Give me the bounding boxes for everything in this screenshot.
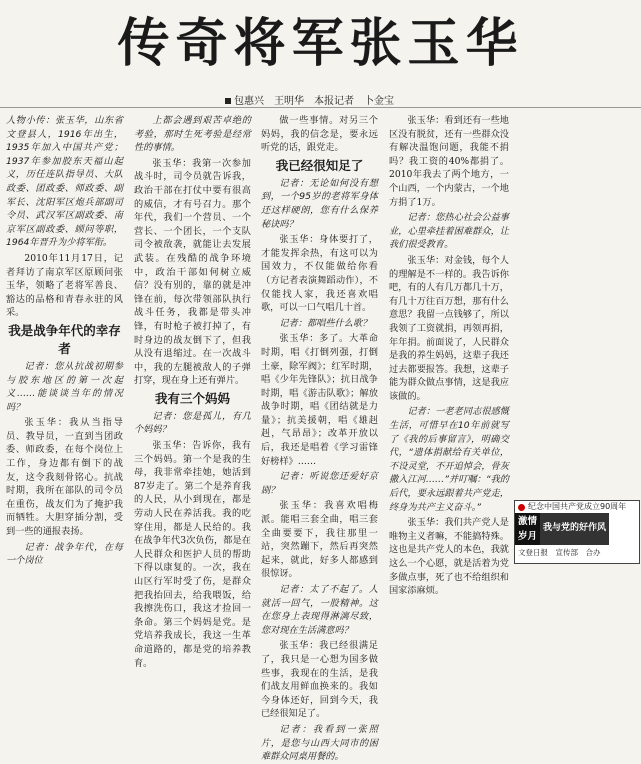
interview-question: 记者：一老老同志很感慨生活，可惜早在10年前就写了《我的后事留言》，明确交代，“遗体捐献给有关单位，不设灵堂，不开追悼会，骨灰撒入江河……”并叮嘱：“我的后代，要永远跟着共产党走，终身为共产主义奋斗。” [389,406,509,513]
banner-top [515,501,639,513]
interview-question: 记者：您从抗战初期参与胶东地区的第一次起义……能谈谈当年的情况吗？ [6,360,123,413]
interview-answer: 张玉华：告诉你，我有三个妈妈。第一个是我的生母，我非常牵挂她，她活到87岁走了。第二个是养育我的人民，从小到现在，都是劳动人民在养活我。我的吃穿住用，都是人民给的。我在战争年代3次负伤，都是在人民群众和医护人员的帮助下得以康复的。一次，我在山区行军时受了伤，是群众把我抬回去，给我喂饭，给我擦洗伤口，我这才捡回一条命。第三个妈妈是党。是党培养我成长，我这一生革命道路的，都是党的培养教育。 [134,440,251,669]
byline-authors: 包惠兴 王明华 本报记者 卜金宝 [234,96,394,107]
interview-answer: 张玉华：我已经很满足了，我只是一心想为国多做些事，我现在的生活，是我们战友用鲜血换来的。我如今身体还好，回到今天，我已经很知足了。 [261,640,378,720]
interview-answer: 张玉华：我第一次参加战斗时，司令员就告诉我，政治干部在打仗中要有很高的威信，才有号召力。那个年代，我们一个营员、一个营长、一个团长，一个支队司令被敌袭，就能让去发展武装。在残酷的战争环境中，政治干部如何树立威信？没有别的，靠的就是冲锋在前，每次带领部队执行战斗任务，我都是带头冲锋，有时枪子被打掉了，有时身边的战友倒下了，但我从没有退缩过。在一次战斗中，我的左腿被敌人的子弹打穿，现在身上还有弹片。 [134,157,251,387]
interview-question: 记者：您是孤儿，有几个妈妈？ [134,410,251,436]
interview-answer: 张玉华：我从当指导员、教导员，一直到当团政委、师政委，在每个岗位上工作，身边都有倒下的战友，这令我刻骨铭心。抗战时期，我所在部队的司令员在重伤，战友们为了掩护我而牺牲。大胆穿插分割，受到一些的通报表扬。 [6,417,123,538]
interview-question: 记者：都唱些什么歌？ [279,317,372,329]
interview-answer: 张玉华：对金钱，每个人的理解是不一样的。我告诉你吧，有的人有几万都几十万，有几十万往百万想，那有什么意思？我留一点钱够了，所以我领了工资就捐，再领再捐，年年捐。前面说了，人民群众是我的养生妈妈，这辈子我还过去都要报答。我想，这辈子能为群众做点事情，这是我应该做的。 [389,254,509,402]
interview-question: 上都会遇到艰苦卓绝的考验，那时生死考验是经常性的事情。 [134,115,251,154]
bio-intro: 人物小传：张玉华，山东省文登县人，1916年出生，1935年加入中国共产党；1937年参加胶东天福山起义，历任连队指导员、大队政委、团政委、师政委、副军长、沈阳军区炮兵部副司令员、武汉军区副政委、南京军区副政委、顾问等职，1964年晋升为少将军衔。 [6,115,123,249]
banner-middle [515,513,639,545]
banner-top-text: 纪念中国共产党成立90周年 [528,502,627,511]
article-column-5 [516,114,636,494]
interview-answer: 张玉华：看到还有一些地区没有脱贫，还有一些群众没有解决温饱问题，我能不捐吗？我工资的40%都捐了。2010年我去了两个地方，一个山西，一个内蒙古，一个地方捐了1万。 [389,115,509,208]
section-heading: 我已经很知足了 [275,157,364,173]
article-column-4 [389,114,509,597]
banner-right: 我与党的好作风 [540,513,609,545]
banner-bottom: 文登日报 宣传部 合办 [518,548,601,557]
paragraph: 做一些事情。对另三个妈妈，我的信念是，要永远听党的话，跟党走。 [261,115,378,154]
banner-left [515,513,540,545]
interview-question: 记者：我看到一张照片，是您与山西大同市的困难群众同桌用餐的。 [261,723,378,763]
column-banner [514,500,640,564]
interview-question: 记者：听说您还爱好京剧？ [261,471,378,496]
article-column-1 [6,114,123,567]
section-heading: 我是战争年代的幸存者 [8,322,121,356]
article-column-2 [134,114,251,669]
section-heading: 我有三个妈妈 [154,390,230,406]
interview-question: 记者：无论如何没有想到，一个95岁的老将军身体还这样硬朗，您有什么保养秘诀吗？ [261,177,378,230]
party-emblem-icon [518,504,525,511]
article-column-3 [261,114,378,763]
interview-answer: 张玉华：我喜欢唱梅派。能唱三套全曲，唱三套全曲要要下，我往那里一站，突然蹦下，然后再突然起来，就此，好多人都感到很惊讶。 [261,500,378,580]
interview-answer: 张玉华：多了。大革命时期，唱《打倒列强，打倒土豪，除军阀》；红军时期，唱《少年先锋队》；抗日战争时期，唱《游击队歌》；解放战争时期，唱《团结就是力量》；抗美援朝，唱《雄赳赳，气昂昂》；改革开放以后，我还是唱着《学习雷锋好榜样》…… [261,333,378,467]
interview-answer: 张玉华：身体要打了，才能发挥余热，有这可以为国效力，不仅能做给你看（方记者表演舞蹈动作），不仅能找人家，我还喜欢唱歌，可以一口气唱几十首。 [261,234,378,314]
interview-question: 记者：您热心社会公益事业，心里牵挂着困难群众，让我们很受教育。 [389,212,509,251]
interview-question: 记者：战争年代，在每一个岗位 [6,541,123,567]
bullet-square-icon [225,98,231,104]
banner-left-line2: 岁月 [518,531,538,542]
interview-question: 记者：太了不起了。人就活一回气，一股精神。这在您身上表现得淋漓尽致，您对现在生活满意吗？ [261,584,378,636]
page-headline: 传奇将军张玉华 [117,14,524,74]
banner-left-line1: 激情 [518,516,538,527]
byline [225,92,394,107]
interview-answer: 张玉华：我们共产党人是唯物主义者嘛，不能搞特殊。这也是共产党人的本色，我就这么一个心愿，就是活着为党多做点事，死了也不给组织和国家添麻烦。 [389,517,509,597]
paragraph: 2010年11月17日，记者拜访了南京军区原顾问张玉华，领略了老将军善良、豁达的品格和青春永驻的风采。 [6,252,123,319]
divider [0,107,641,108]
